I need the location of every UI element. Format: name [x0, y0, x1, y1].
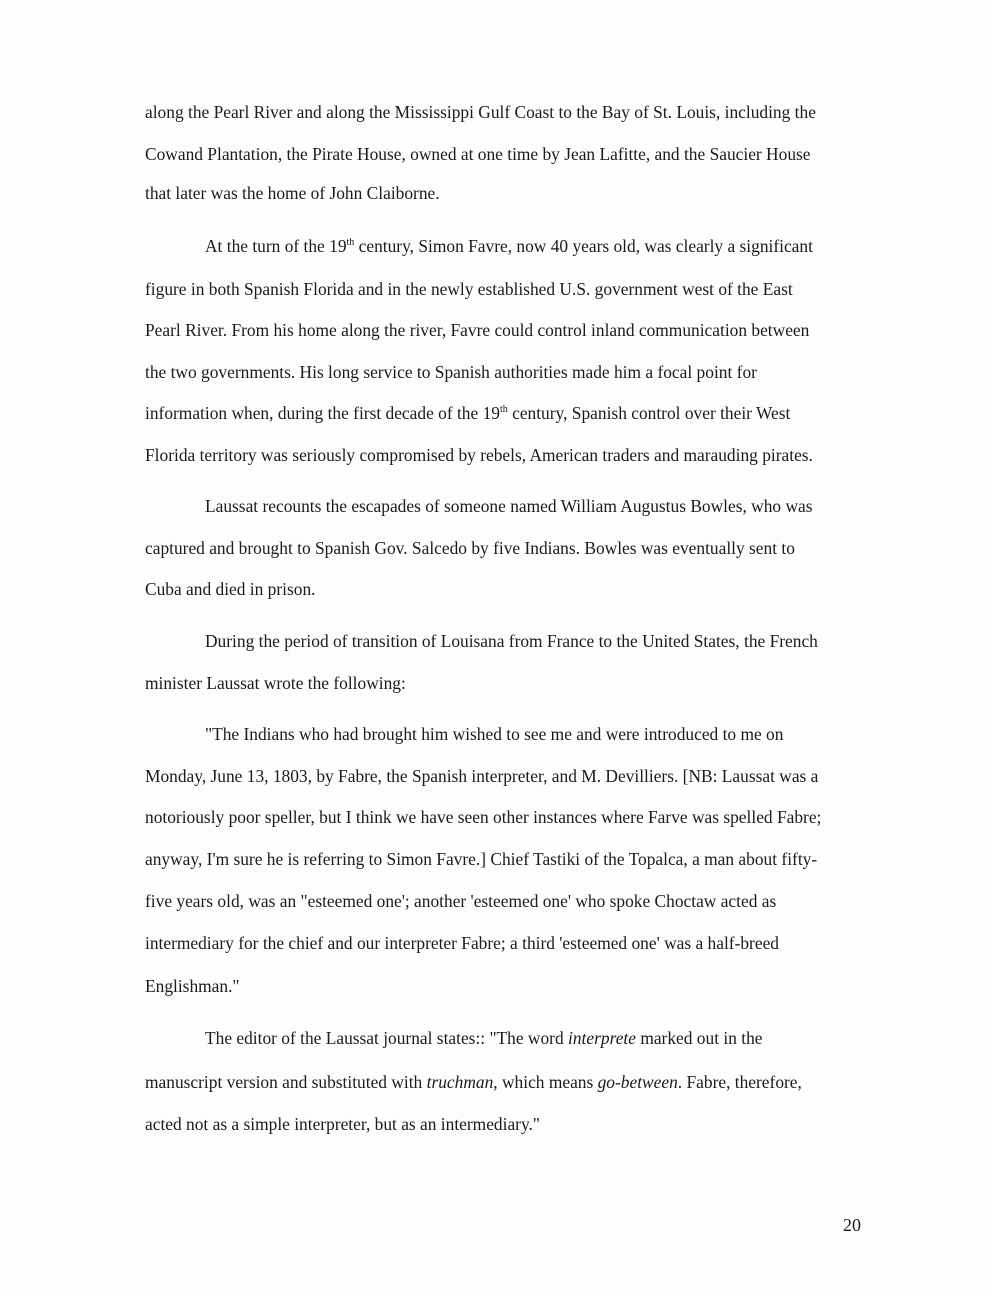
paragraph-1-line-2: Cowand Plantation, the Pirate House, owned at one time by Jean Lafitte, and the Saucier House: [145, 144, 811, 164]
text-segment: manuscript version and substituted with: [145, 1072, 427, 1092]
paragraph-3-line-3: Cuba and died in prison.: [145, 579, 316, 599]
quote-line-3: notoriously poor speller, but I think we have seen other instances where Farve was spelled Fabre;: [145, 807, 822, 827]
text-segment: information when, during the first decade of the 19: [145, 403, 500, 423]
superscript: th: [499, 404, 508, 415]
paragraph-6-line-1: [205, 1028, 763, 1048]
quote-line-1: "The Indians who had brought him wished to see me and were introduced to me on: [205, 724, 784, 744]
paragraph-1-line-3: that later was the home of John Claiborne.: [145, 183, 440, 203]
paragraph-2-line-1: [205, 236, 813, 256]
paragraph-2-line-3: Pearl River. From his home along the river, Favre could control inland communication between: [145, 320, 810, 340]
paragraph-2-line-6: Florida territory was seriously compromised by rebels, American traders and marauding pirates.: [145, 445, 813, 465]
text-segment: . Fabre, therefore,: [677, 1072, 802, 1092]
text-segment: At the turn of the 19: [205, 236, 347, 256]
paragraph-3-line-1: Laussat recounts the escapades of someone named William Augustus Bowles, who was: [205, 496, 813, 516]
quote-line-4: anyway, I'm sure he is referring to Simon Favre.] Chief Tastiki of the Topalca, a man about fifty-: [145, 849, 818, 869]
quote-line-2: Monday, June 13, 1803, by Fabre, the Spanish interpreter, and M. Devilliers. [NB: Laussat was a: [145, 766, 819, 786]
paragraph-4-line-2: minister Laussat wrote the following:: [145, 673, 406, 693]
paragraph-4-line-1: During the period of transition of Louisana from France to the United States, the French: [205, 631, 818, 651]
paragraph-2-line-5: [145, 403, 790, 423]
text-segment: , which means: [493, 1072, 598, 1092]
superscript: th: [346, 237, 355, 248]
paragraph-6-line-2: [145, 1072, 802, 1092]
italic-term: interprete: [568, 1028, 636, 1048]
italic-term: go-between: [597, 1072, 678, 1092]
text-segment: marked out in the: [635, 1028, 763, 1048]
quote-line-5: five years old, was an "esteemed one'; another 'esteemed one' who spoke Choctaw acted as: [145, 891, 777, 911]
text-segment: The editor of the Laussat journal states:: "The word: [205, 1028, 569, 1048]
paragraph-6-line-3: acted not as a simple interpreter, but as an intermediary.": [145, 1114, 540, 1134]
paragraph-1-line-1: along the Pearl River and along the Mississippi Gulf Coast to the Bay of St. Louis, including the: [145, 102, 816, 122]
text-segment: century, Simon Favre, now 40 years old, was clearly a significant: [354, 236, 813, 256]
italic-term: truchman: [426, 1072, 494, 1092]
text-segment: century, Spanish control over their West: [507, 403, 791, 423]
paragraph-2-line-4: the two governments. His long service to Spanish authorities made him a focal point for: [145, 362, 757, 382]
quote-line-7: Englishman.": [145, 976, 240, 996]
page-number: 20: [843, 1215, 861, 1235]
quote-line-6: intermediary for the chief and our interpreter Fabre; a third 'esteemed one' was a half-breed: [145, 933, 779, 953]
paragraph-3-line-2: captured and brought to Spanish Gov. Salcedo by five Indians. Bowles was eventually sent to: [145, 538, 795, 558]
paragraph-2-line-2: figure in both Spanish Florida and in the newly established U.S. government west of the East: [145, 279, 793, 299]
